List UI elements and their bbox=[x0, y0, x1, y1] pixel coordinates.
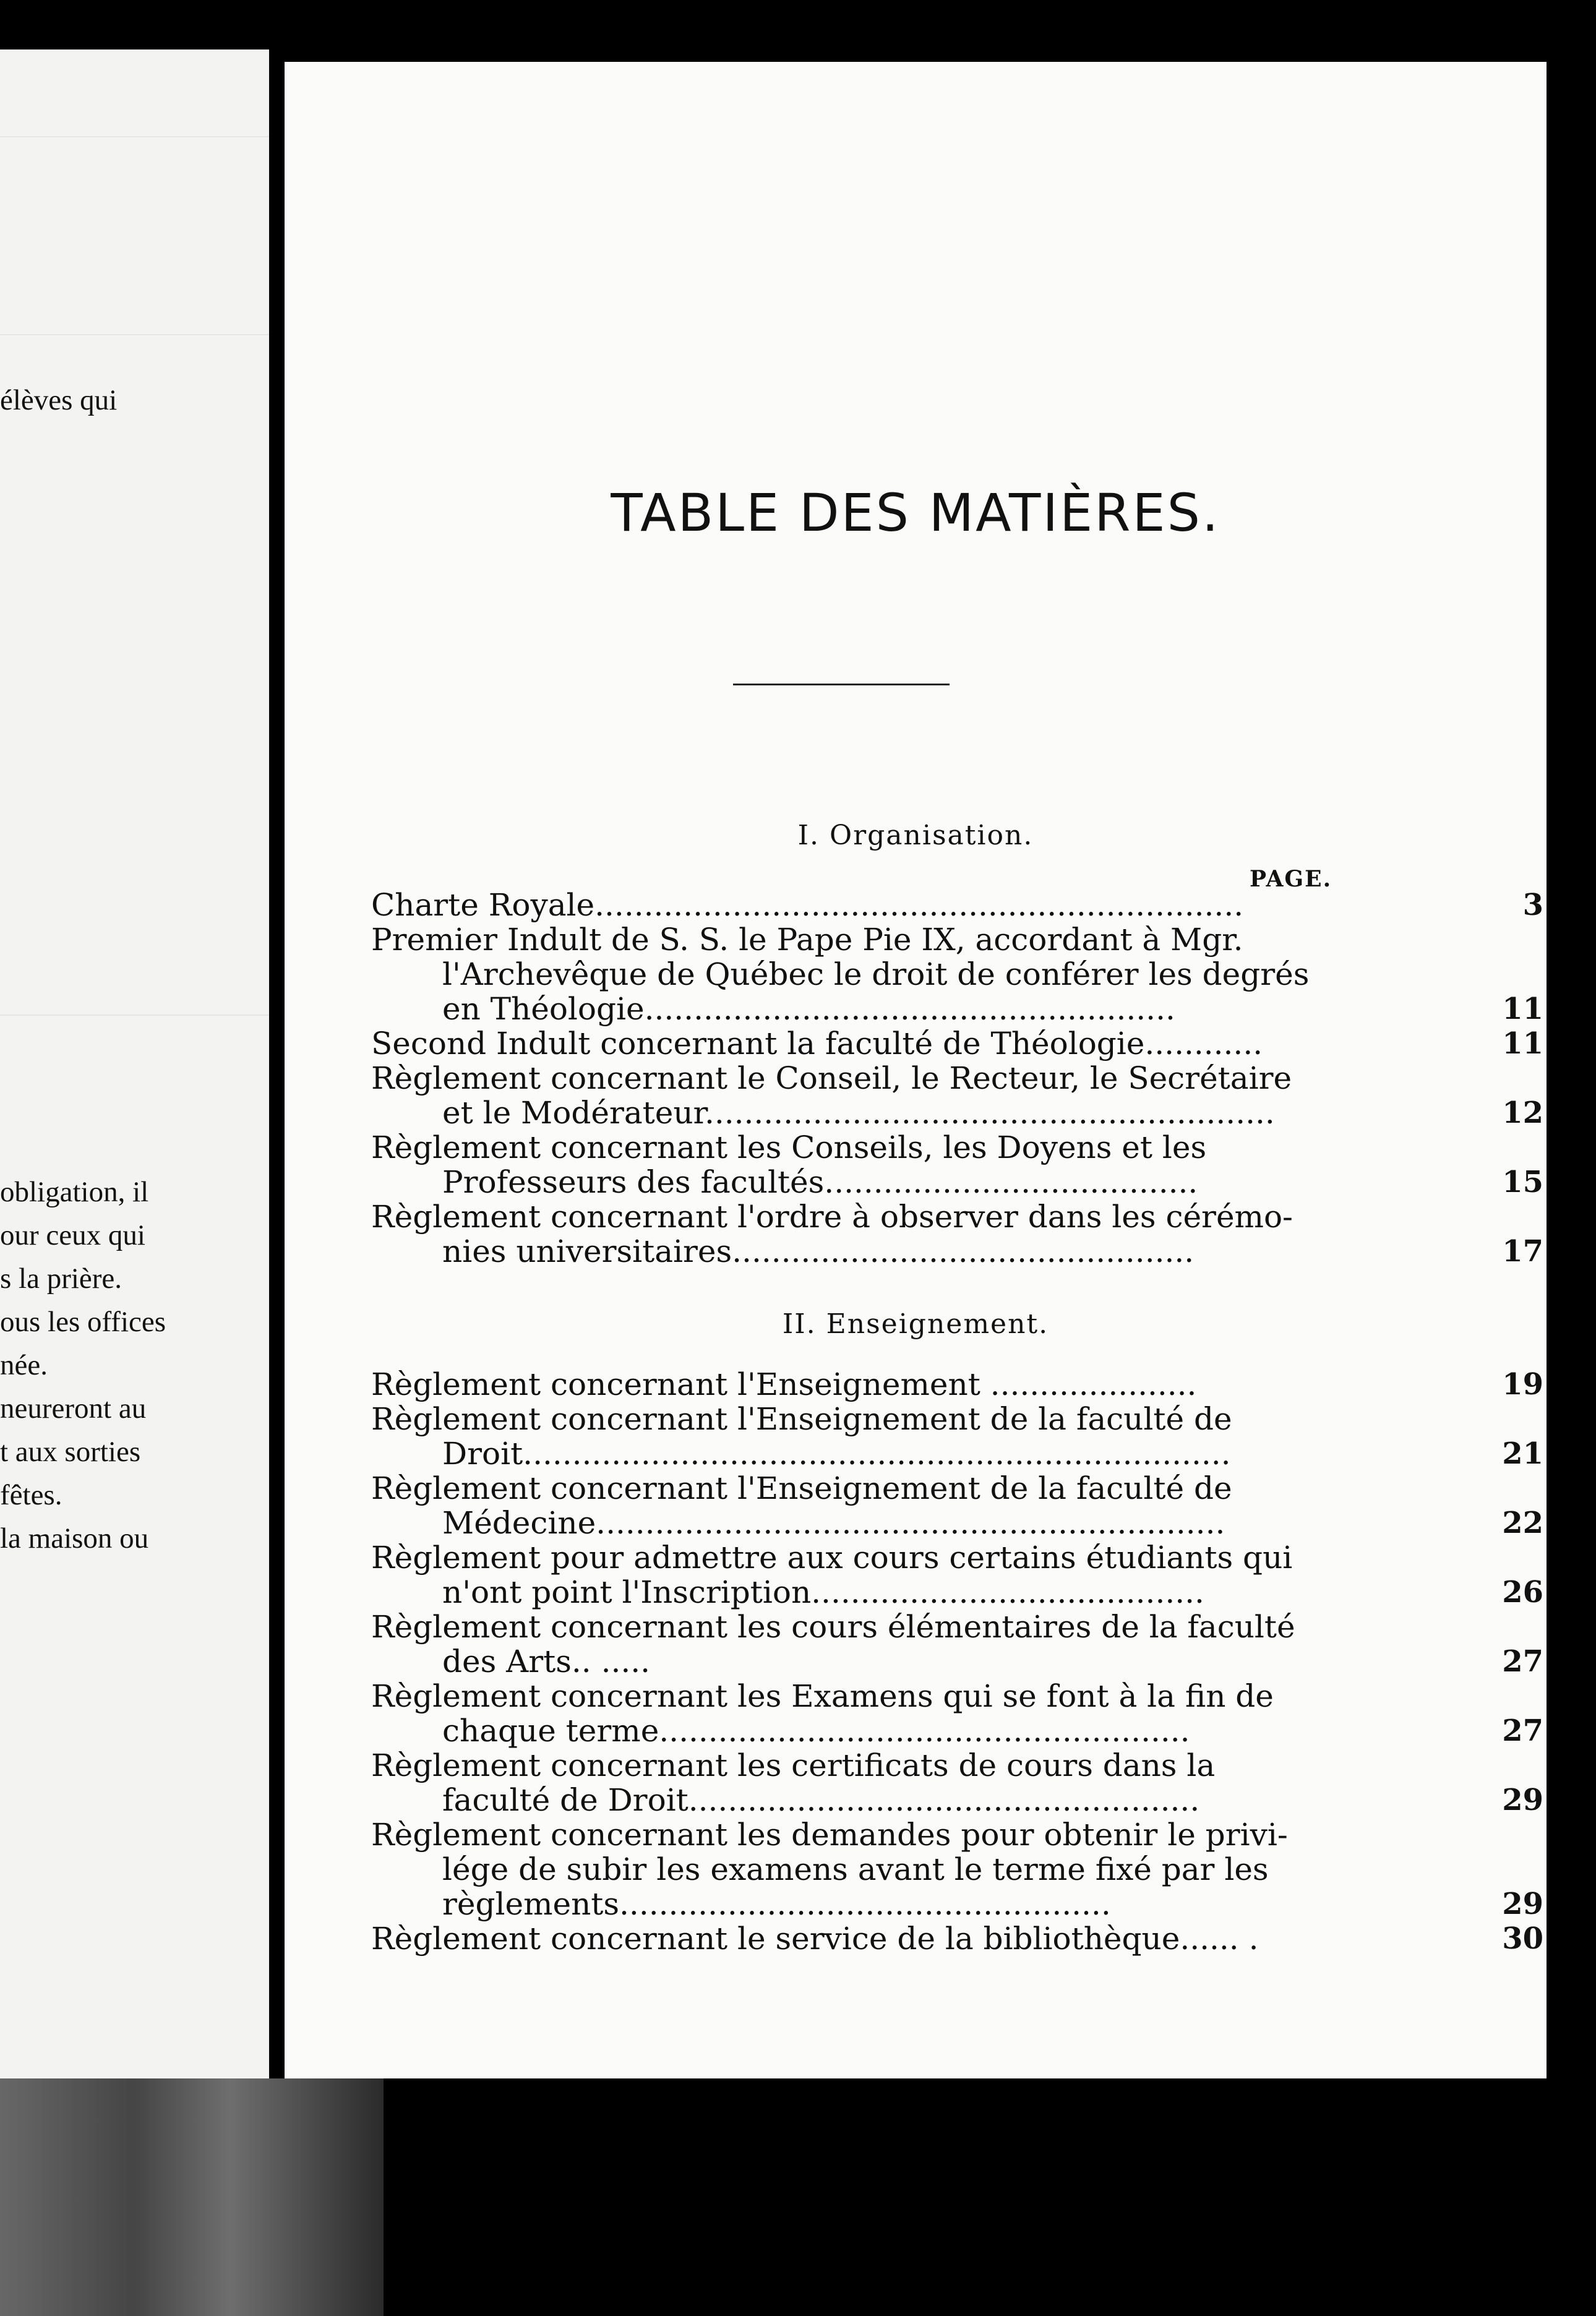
faint-line bbox=[0, 1014, 269, 1016]
left-page-line: our ceux qui bbox=[0, 1219, 145, 1251]
left-page-line: née. bbox=[0, 1349, 48, 1381]
toc-page-number: 3 bbox=[1522, 888, 1543, 922]
toc-page-number: 26 bbox=[1502, 1575, 1543, 1610]
toc-entry-line: Règlement concernant l'Enseignement ..................... bbox=[371, 1366, 1197, 1402]
book-gutter bbox=[269, 49, 281, 2085]
toc-page-number: 21 bbox=[1502, 1436, 1543, 1471]
left-page-line: s la prière. bbox=[0, 1263, 122, 1295]
toc-entry-line: Règlement concernant les Conseils, les Doyens et les bbox=[371, 1130, 1207, 1165]
toc-entry-line: en Théologie...................................................... bbox=[442, 991, 1175, 1027]
toc-page-number: 27 bbox=[1502, 1644, 1543, 1679]
toc-entry-line: et le Modérateur.......................................................... bbox=[442, 1095, 1275, 1131]
toc-entry-line: Droit........................................................................ bbox=[442, 1436, 1231, 1472]
toc-entry-line: nies universitaires............................................... bbox=[442, 1233, 1195, 1269]
page-column-label: PAGE. bbox=[1250, 866, 1332, 892]
toc-entry bbox=[371, 888, 1543, 922]
toc-entry bbox=[371, 1130, 1543, 1199]
toc-entry-line: faculté de Droit.................................................... bbox=[442, 1782, 1200, 1818]
toc-entry-line: Second Indult concernant la faculté de Théologie............ bbox=[371, 1026, 1263, 1062]
left-page-line: obligation, il bbox=[0, 1176, 149, 1208]
toc-entry bbox=[371, 1199, 1543, 1269]
toc-entry-line: Règlement concernant l'ordre à observer dans les cérémo- bbox=[371, 1199, 1293, 1235]
toc-entry-line: n'ont point l'Inscription........................................ bbox=[442, 1574, 1204, 1610]
left-page-line: t aux sorties bbox=[0, 1436, 141, 1468]
toc-entry bbox=[371, 922, 1543, 1026]
toc-entry bbox=[371, 1748, 1543, 1817]
left-page-line: ous les offices bbox=[0, 1306, 166, 1338]
toc-page-number: 11 bbox=[1502, 1026, 1543, 1061]
toc-entry-line: chaque terme...................................................... bbox=[442, 1713, 1190, 1749]
toc-entry-line: règlements.................................................. bbox=[442, 1886, 1111, 1922]
left-page-line: élèves qui bbox=[0, 384, 118, 416]
toc-entry bbox=[371, 1610, 1543, 1679]
left-page-line: neureront au bbox=[0, 1392, 147, 1425]
toc-entry-line: Médecine................................................................ bbox=[442, 1505, 1225, 1541]
toc-page-number: 30 bbox=[1502, 1921, 1543, 1956]
toc-entry bbox=[371, 1921, 1543, 1956]
toc-entry-line: Règlement concernant les certificats de cours dans la bbox=[371, 1748, 1216, 1783]
toc-entry-line: Règlement concernant l'Enseignement de la faculté de bbox=[371, 1470, 1232, 1506]
toc-entry-line: des Arts.. ..... bbox=[442, 1644, 651, 1679]
right-page bbox=[285, 62, 1547, 2078]
toc-page-number: 12 bbox=[1502, 1096, 1543, 1130]
left-page bbox=[0, 49, 269, 2078]
toc-entry-line: Règlement pour admettre aux cours certains étudiants qui bbox=[371, 1540, 1293, 1576]
toc-page-number: 29 bbox=[1502, 1783, 1543, 1817]
toc-entry bbox=[371, 1471, 1543, 1540]
toc-entry bbox=[371, 1026, 1543, 1061]
page-title: TABLE DES MATIÈRES. bbox=[611, 482, 1221, 543]
toc-entry-line: Règlement concernant les cours élémentaires de la faculté bbox=[371, 1609, 1295, 1645]
toc-entry bbox=[371, 1061, 1543, 1130]
faint-line bbox=[0, 136, 269, 137]
toc-entry-line: Règlement concernant le service de la bibliothèque...... . bbox=[371, 1921, 1259, 1957]
toc-entry-line: Règlement concernant les Examens qui se font à la fin de bbox=[371, 1678, 1274, 1714]
toc-page-number: 19 bbox=[1502, 1367, 1543, 1402]
scan-edge bbox=[0, 2078, 384, 2316]
toc-page-number: 15 bbox=[1502, 1165, 1543, 1199]
section-heading-organisation: I. Organisation. bbox=[797, 820, 1034, 851]
toc-entry-line: lége de subir les examens avant le terme fixé par les bbox=[442, 1851, 1269, 1887]
toc-entry bbox=[371, 1817, 1543, 1921]
section-heading-enseignement: II. Enseignement. bbox=[782, 1308, 1049, 1340]
toc-entry-line: l'Archevêque de Québec le droit de conférer les degrés bbox=[442, 956, 1310, 992]
toc-entry bbox=[371, 1540, 1543, 1610]
toc-page-number: 22 bbox=[1502, 1506, 1543, 1540]
toc-entry bbox=[371, 1367, 1543, 1402]
toc-page-number: 11 bbox=[1502, 992, 1543, 1026]
title-divider bbox=[733, 684, 950, 685]
toc-entry bbox=[371, 1402, 1543, 1471]
toc-page-number: 17 bbox=[1502, 1234, 1543, 1269]
toc-entry-line: Professeurs des facultés...................................... bbox=[442, 1164, 1198, 1200]
toc-entry-line: Règlement concernant le Conseil, le Recteur, le Secrétaire bbox=[371, 1060, 1292, 1096]
left-page-line: fêtes. bbox=[0, 1479, 62, 1511]
toc-entry-line: Premier Indult de S. S. le Pape Pie IX, accordant à Mgr. bbox=[371, 922, 1243, 958]
left-page-line: la maison ou bbox=[0, 1522, 149, 1555]
toc-page-number: 27 bbox=[1502, 1713, 1543, 1748]
toc-entry-line: Règlement concernant les demandes pour obtenir le privi- bbox=[371, 1817, 1288, 1853]
faint-line bbox=[0, 334, 269, 335]
toc-entry-line: Charte Royale.................................................................. bbox=[371, 887, 1244, 923]
toc-page-number: 29 bbox=[1502, 1887, 1543, 1921]
toc-entry-line: Règlement concernant l'Enseignement de la faculté de bbox=[371, 1401, 1232, 1437]
toc-entry bbox=[371, 1679, 1543, 1748]
